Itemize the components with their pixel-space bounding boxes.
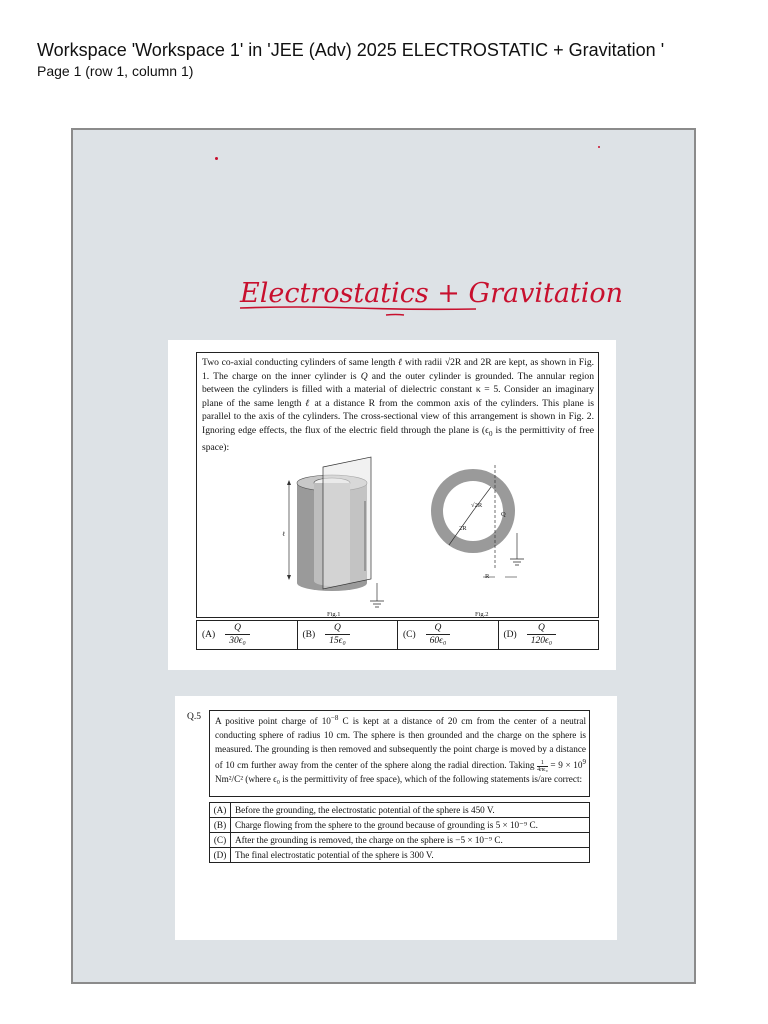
figure-2-charge-label: Q bbox=[501, 511, 506, 518]
ink-dot bbox=[215, 157, 218, 160]
option-row-b[interactable] bbox=[210, 818, 590, 833]
question-5-options bbox=[209, 802, 590, 863]
handwritten-title bbox=[236, 272, 624, 320]
handwritten-underline bbox=[386, 315, 404, 316]
option-row-d[interactable] bbox=[210, 848, 590, 863]
ink-dot bbox=[598, 146, 600, 148]
option-label: (B) bbox=[210, 818, 231, 833]
option-b[interactable]: (B) $\frac{Q}{\text{15ϵ₀}}$ bbox=[298, 621, 399, 649]
question-1-text: Two co-axial conducting cylinders of same length ℓ with radii √2R and 2R are kept, as shown in Fig. 1. The charge on the inner cylinder is Q and the outer cylinder is grounded. The annular region between the cylinders is filled with a material of dielectric constant κ = 5. Consider an imaginary plane of the same length ℓ at a distance R from the common axis of the cylinders. This plane is parallel to the axis of the cylinders. The cross-sectional view of this arrangement is shown in Fig. 2. Ignoring edge effects, the flux of the electric field through the plane is ($\epsilon_0$ is the permittivity of free space): bbox=[202, 357, 595, 454]
option-text: Before the grounding, the electrostatic potential of the sphere is 450 V. bbox=[231, 803, 590, 818]
option-row-a[interactable] bbox=[210, 803, 590, 818]
page-indicator: Page 1 (row 1, column 1) bbox=[37, 63, 194, 79]
handwritten-title-text: Electrostatics + Gravitation bbox=[240, 278, 624, 309]
figure-1-caption: Fig.1 bbox=[327, 611, 341, 618]
option-text: Charge flowing from the sphere to the ground because of grounding is 5 × 10⁻⁹ C. bbox=[231, 818, 590, 833]
window-title: Workspace 'Workspace 1' in 'JEE (Adv) 2025 ELECTROSTATIC + Gravitation ' bbox=[37, 40, 665, 60]
question-1-box bbox=[196, 352, 599, 618]
question-card-1 bbox=[168, 340, 616, 670]
question-5-number: Q.5 bbox=[187, 712, 201, 722]
option-d[interactable]: (D) $\frac{Q}{\text{120ϵ₀}}$ bbox=[499, 621, 599, 649]
figure-1-length-label: ℓ bbox=[282, 531, 286, 538]
option-row-c[interactable] bbox=[210, 833, 590, 848]
figure-2-cross-section bbox=[425, 463, 535, 593]
question-5-text: A positive point charge of $10^{-8}$ C is kept at a distance of 20 cm from the center of a neutral conducting sphere of radius 10 cm. The sphere is then grounded and the charge on the sphere is measured. The grounding is then removed and subsequently the point charge is moved by a distance of 10 cm further away from the center of the sphere along the radial direction. Taking $\frac{1}{\text{4πϵ₀}}$ = $9 \times 10^9$ Nm²/C² (where ϵ₀ is the permittivity of free space), which of the following statements is/are correct: bbox=[215, 714, 586, 785]
figure-1-cylinders bbox=[275, 461, 425, 611]
option-text: After the grounding is removed, the charge on the sphere is −5 × 10⁻⁹ C. bbox=[231, 833, 590, 848]
figure-2-inner-radius-label: √2R bbox=[471, 502, 483, 509]
figure-2-distance-label: R bbox=[485, 573, 490, 580]
option-label: (D) bbox=[210, 848, 231, 863]
figure-2-caption: Fig.2 bbox=[475, 611, 489, 618]
option-label: (A) bbox=[210, 803, 231, 818]
question-card-5 bbox=[175, 696, 617, 940]
question-5-box bbox=[209, 710, 590, 797]
question-1-options bbox=[196, 620, 599, 650]
option-a[interactable]: (A) $\frac{Q}{\text{30ϵ₀}}$ bbox=[197, 621, 298, 649]
option-text: The final electrostatic potential of the sphere is 300 V. bbox=[231, 848, 590, 863]
option-label: (C) bbox=[210, 833, 231, 848]
option-c[interactable]: (C) $\frac{Q}{\text{60ϵ₀}}$ bbox=[398, 621, 499, 649]
figure-2-outer-radius-label: 2R bbox=[459, 525, 467, 532]
